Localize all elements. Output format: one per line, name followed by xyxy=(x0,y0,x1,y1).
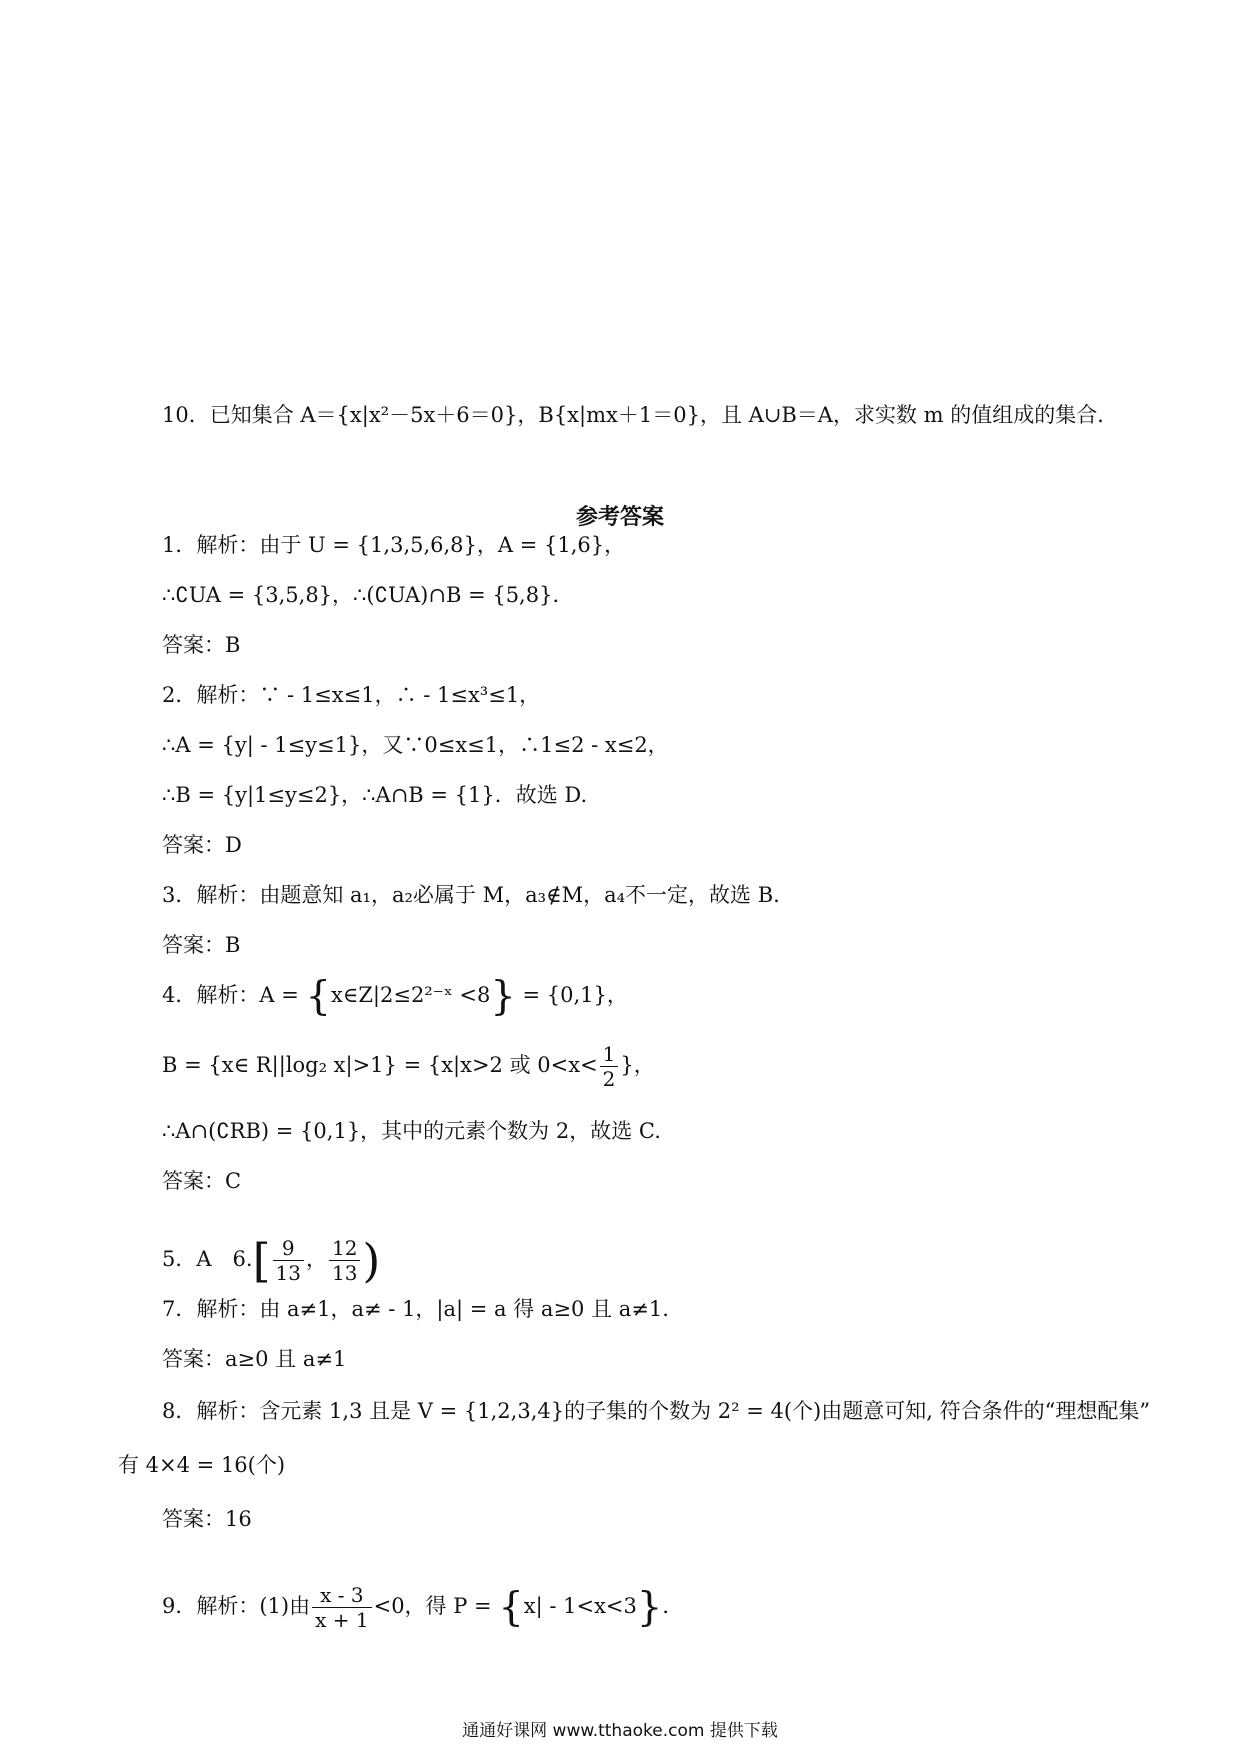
answer-4-line-3: ∴A∩(∁RB) = {0,1}，其中的元素个数为 2，故选 C. xyxy=(162,1119,661,1143)
answer-9-set-p: x| - 1<x<3 xyxy=(523,1594,637,1618)
answer-3-line-1: 3．解析：由题意知 a₁，a₂必属于 M，a₃∉M，a₄不一定，故选 B. xyxy=(162,883,780,907)
fraction-numerator: 9 xyxy=(281,1236,295,1260)
right-paren: ) xyxy=(362,1233,381,1288)
answer-5-6 xyxy=(162,1233,381,1288)
answer-2-line-2: ∴A = {y| - 1≤y≤1}，又∵0≤x≤1，∴1≤2 - x≤2， xyxy=(162,733,669,757)
answer-2-result: 答案：D xyxy=(162,833,242,857)
answer-9-middle: <0，得 P = xyxy=(373,1594,499,1618)
right-brace: } xyxy=(636,1584,663,1631)
fraction-denominator: 13 xyxy=(329,1260,360,1285)
fraction-inequality xyxy=(312,1583,371,1632)
left-brace: { xyxy=(498,1584,524,1631)
answer-9-prefix: 9．解析：(1)由 xyxy=(162,1594,311,1618)
answer-1-line-2: ∴∁UA = {3,5,8}，∴(∁UA)∩B = {5,8}． xyxy=(162,583,574,607)
answer-7-line-1: 7．解析：由 a≠1，a≠ - 1，|a| = a 得 a≥0 且 a≠1. xyxy=(162,1297,669,1321)
answer-2-line-3: ∴B = {y|1≤y≤2}，∴A∩B = {1}．故选 D. xyxy=(162,783,588,807)
answer-7-result: 答案：a≥0 且 a≠1 xyxy=(162,1347,347,1371)
left-brace: { xyxy=(305,973,331,1020)
answer-9-line-1 xyxy=(162,1583,683,1632)
fraction-denominator: x + 1 xyxy=(312,1607,371,1632)
answer-4-set-a: x∈Z|2≤2²⁻ˣ <8 xyxy=(330,983,491,1007)
question-10: 10．已知集合 A＝{x|x²－5x＋6＝0}，B{x|mx＋1＝0}，且 A∪B＝A，求实数 m 的值组成的集合． xyxy=(162,403,1119,427)
answer-4-result: 答案：C xyxy=(162,1169,242,1193)
page-footer: 通通好课网 www.tthaoke.com 提供下载 xyxy=(462,1721,778,1741)
answer-9-suffix: ． xyxy=(662,1594,684,1618)
answer-4-line-1-suffix: = {0,1}， xyxy=(515,983,628,1007)
fraction-12-13 xyxy=(329,1236,360,1285)
answer-8-line-1: 8．解析：含元素 1,3 且是 V = {1,2,3,4}的子集的个数为 2² = 4(个)由题意可知, 符合条件的“理想配集” xyxy=(162,1399,1151,1423)
answer-4-line-2-prefix: B = {x∈ R||log₂ x|>1} = {x|x>2 或 0<x< xyxy=(162,1053,598,1077)
fraction-numerator: 12 xyxy=(331,1236,358,1260)
separator-comma: ， xyxy=(305,1247,327,1271)
fraction-9-13 xyxy=(273,1236,304,1285)
answer-4-line-1-prefix: 4．解析：A = xyxy=(162,983,306,1007)
left-bracket: [ xyxy=(252,1233,271,1288)
right-brace: } xyxy=(490,973,516,1020)
answer-8-line-2: 有 4×4 = 16(个) xyxy=(118,1453,286,1477)
answer-8-result: 答案：16 xyxy=(162,1507,252,1531)
fraction-denominator: 13 xyxy=(273,1260,304,1285)
fraction-denominator: 2 xyxy=(600,1066,619,1091)
answer-2-line-1: 2．解析：∵ - 1≤x≤1，∴ - 1≤x³≤1， xyxy=(162,683,541,707)
fraction-one-half xyxy=(600,1042,619,1091)
answers-heading: 参考答案 xyxy=(575,504,664,530)
answer-1-line-1: 1．解析：由于 U = {1,3,5,6,8}，A = {1,6}， xyxy=(162,533,626,557)
fraction-numerator: x - 3 xyxy=(320,1583,364,1607)
answer-4-line-1 xyxy=(162,973,628,1020)
answer-1-result: 答案：B xyxy=(162,633,241,657)
answer-4-line-2 xyxy=(162,1042,655,1091)
answer-3-result: 答案：B xyxy=(162,933,241,957)
answer-5-6-prefix: 5．A 6. xyxy=(162,1247,253,1271)
answer-4-line-2-suffix: }， xyxy=(620,1053,655,1077)
fraction-numerator: 1 xyxy=(602,1042,616,1066)
